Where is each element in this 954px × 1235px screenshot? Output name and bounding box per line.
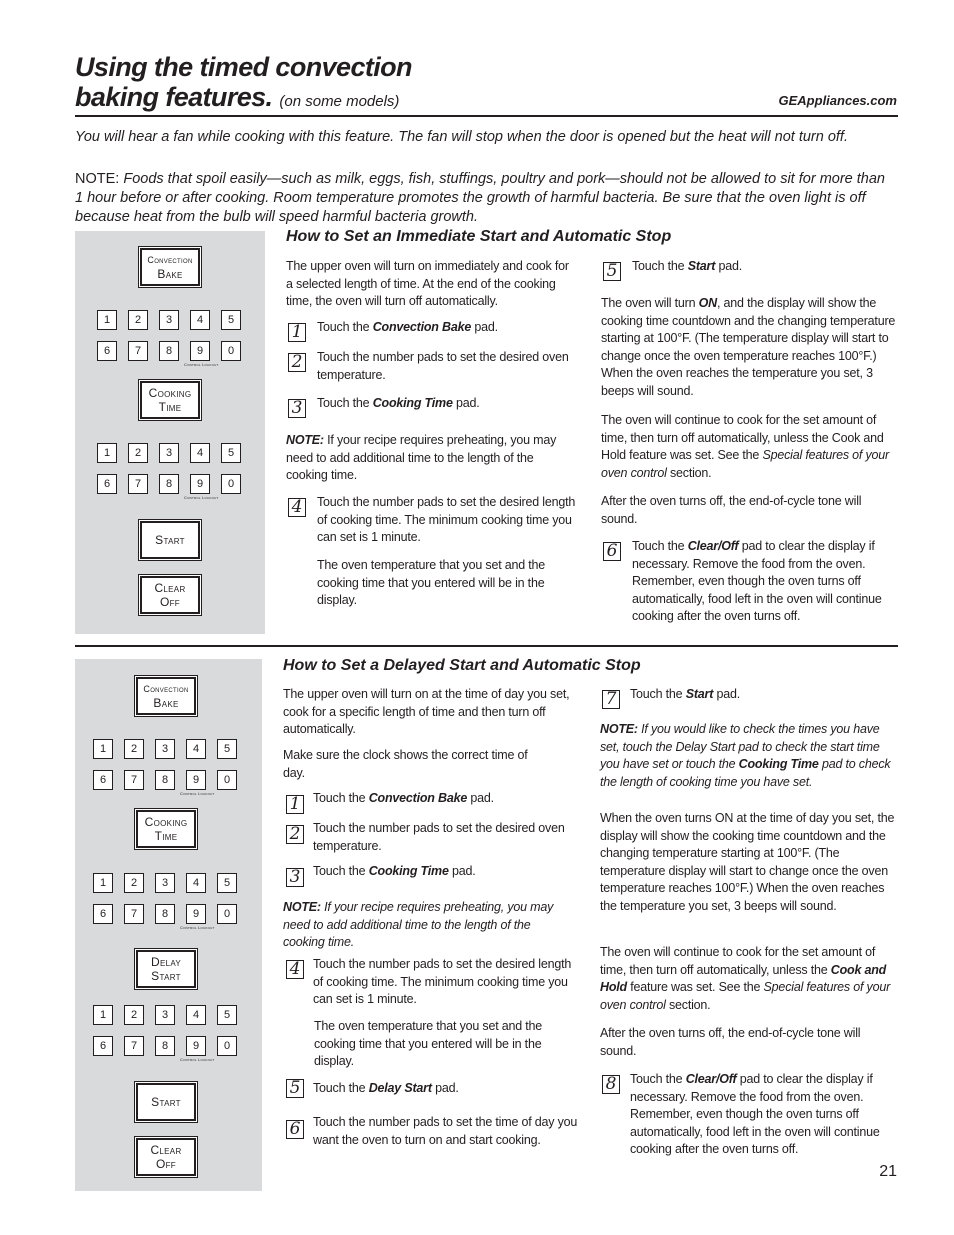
food-safety-note: NOTE: Foods that spoil easily—such as milk, eggs, fish, stuffings, poultry and pork—should not be allowed to sit for more than 1 hour before or after cooking. Room temperature promotes the growth of harmful bacteria. Be sure that the oven light is off because heat from the bulb will speed harmful bacteria growth.: [75, 171, 885, 225]
s2-check-times-note: NOTE: If you would like to check the times you have set, touch the Delay Start pad to check the start time you have set or touch the Cooking Time pad to check the length of cooking time you have set.: [600, 722, 891, 789]
digit-key-2[interactable]: 2: [128, 443, 148, 463]
start-pad[interactable]: Start: [141, 522, 199, 558]
section-2-heading: How to Set a Delayed Start and Automatic Stop: [283, 657, 641, 674]
clear-off-pad[interactable]: Clear Off: [141, 577, 199, 613]
digit-key-4[interactable]: 4: [190, 310, 210, 330]
step-8-number: 8: [602, 1075, 620, 1094]
s1-continue-text: The oven will continue to cook for the set amount of time, then turn off automatically, unless the Cook and Hold feature was set. See the Special features of your oven control section.: [601, 413, 889, 480]
digit-key-1[interactable]: 1: [93, 1005, 113, 1025]
digit-key-7[interactable]: 7: [124, 904, 144, 924]
digit-key-1[interactable]: 1: [97, 310, 117, 330]
page-number: 21: [879, 1163, 897, 1180]
s2-step-8: Touch the Clear/Off pad to clear the display if necessary. Remove the food from the oven. Remember, even though the oven turns off automatically, food left in the oven will continue cooking after the oven turns off.: [630, 1072, 880, 1156]
step-4-number: 4: [288, 498, 306, 517]
s2-step-4-detail: The oven temperature that you set and the cooking time that you entered will be in the display.: [314, 1019, 543, 1068]
digit-key-7[interactable]: 7: [128, 474, 148, 494]
digit-key-5[interactable]: 5: [221, 310, 241, 330]
s2-oven-on-text: When the oven turns ON at the time of day you set, the display will show the cooking time countdown and the changing temperature starting at 100°F. (The temperature display will start to change once the oven temperature reaches 100°F.) When the oven reaches the temperature you set, 3 beeps will sound.: [600, 811, 895, 913]
digit-key-5[interactable]: 5: [217, 873, 237, 893]
keypad-panel-delayed: [75, 659, 262, 1191]
digit-key-3[interactable]: 3: [155, 739, 175, 759]
digit-key-4[interactable]: 4: [190, 443, 210, 463]
s1-preheat-note: NOTE: If your recipe requires preheating, you may need to add additional time to the length of the cooking time.: [286, 433, 557, 482]
digit-key-5[interactable]: 5: [217, 1005, 237, 1025]
step-5-number: 5: [286, 1079, 304, 1098]
step-5-number: 5: [603, 262, 621, 281]
step-6-number: 6: [603, 542, 621, 561]
control-lockout-label: Control Lockout: [180, 925, 215, 930]
digit-key-4[interactable]: 4: [186, 739, 206, 759]
digit-key-2[interactable]: 2: [124, 1005, 144, 1025]
s2-continue-text: The oven will continue to cook for the set amount of time, then turn off automatically, unless the Cook and Hold feature was set. See the Special features of your oven control section.: [600, 945, 891, 1012]
digit-key-0[interactable]: 0: [217, 1036, 237, 1056]
s2-step-4: Touch the number pads to set the desired length of cooking time. The minimum cooking time you can set is 1 minute.: [313, 957, 572, 1006]
digit-key-6[interactable]: 6: [97, 474, 117, 494]
digit-key-6[interactable]: 6: [97, 341, 117, 361]
s1-step-5: Touch the Start pad.: [632, 259, 742, 273]
digit-key-1[interactable]: 1: [93, 739, 113, 759]
step-6-number: 6: [286, 1120, 304, 1139]
digit-key-3[interactable]: 3: [159, 310, 179, 330]
s1-oven-on-text: The oven will turn ON, and the display will show the cooking time countdown and the changing temperature starting at 100°F. (The temperature display will start to change once the oven temperature reaches 100°F.) When the oven reaches the temperature you set, 3 beeps will sound.: [601, 296, 896, 398]
digit-key-8[interactable]: 8: [155, 1036, 175, 1056]
step-3-number: 3: [286, 868, 304, 887]
digit-key-2[interactable]: 2: [128, 310, 148, 330]
digit-key-4[interactable]: 4: [186, 1005, 206, 1025]
title-line-2: baking features. (on some models): [75, 82, 400, 112]
title-subtitle: (on some models): [279, 93, 400, 110]
step-1-number: 1: [288, 323, 306, 342]
section-1-heading: How to Set an Immediate Start and Automatic Stop: [286, 228, 672, 245]
digit-key-2[interactable]: 2: [124, 739, 144, 759]
step-3-number: 3: [288, 399, 306, 418]
digit-key-0[interactable]: 0: [221, 341, 241, 361]
s1-step-3: Touch the Cooking Time pad.: [317, 396, 480, 410]
s1-step-1: Touch the Convection Bake pad.: [317, 320, 498, 334]
digit-key-0[interactable]: 0: [217, 770, 237, 790]
page-title: [75, 52, 412, 117]
digit-key-8[interactable]: 8: [155, 904, 175, 924]
s2-preheat-note: NOTE: If your recipe requires preheating, you may need to add additional time to the length of the cooking time.: [283, 900, 554, 949]
digit-key-9[interactable]: 9: [186, 904, 206, 924]
digit-key-5[interactable]: 5: [217, 739, 237, 759]
step-7-number: 7: [602, 690, 620, 709]
s2-step-6: Touch the number pads to set the time of day you want the oven to turn on and start cooking.: [313, 1115, 578, 1147]
delay-start-pad[interactable]: Delay Start: [137, 951, 195, 987]
cooking-time-pad[interactable]: Cooking Time: [141, 382, 199, 418]
digit-key-3[interactable]: 3: [155, 1005, 175, 1025]
digit-key-4[interactable]: 4: [186, 873, 206, 893]
digit-key-7[interactable]: 7: [128, 341, 148, 361]
s2-step-1: Touch the Convection Bake pad.: [313, 791, 494, 805]
step-4-number: 4: [286, 960, 304, 979]
s1-step-4-detail: The oven temperature that you set and the cooking time that you entered will be in the display.: [317, 558, 546, 607]
control-lockout-label: Control Lockout: [180, 1057, 215, 1062]
digit-key-9[interactable]: 9: [186, 770, 206, 790]
digit-key-6[interactable]: 6: [93, 904, 113, 924]
digit-key-7[interactable]: 7: [124, 770, 144, 790]
digit-key-5[interactable]: 5: [221, 443, 241, 463]
s2-step-5: Touch the Delay Start pad.: [313, 1081, 459, 1095]
convection-bake-pad[interactable]: Convection Bake: [137, 678, 195, 714]
digit-key-8[interactable]: 8: [159, 474, 179, 494]
s2-step-2: Touch the number pads to set the desired oven temperature.: [313, 821, 565, 853]
digit-key-0[interactable]: 0: [221, 474, 241, 494]
control-lockout-label: Control Lockout: [184, 362, 219, 367]
s2-step-7: Touch the Start pad.: [630, 687, 740, 701]
digit-key-1[interactable]: 1: [93, 873, 113, 893]
digit-key-9[interactable]: 9: [190, 341, 210, 361]
section-2-intro: The upper oven will turn on at the time of day you set, cook for a specific length of time and then turn off automatically.: [283, 687, 570, 736]
digit-key-8[interactable]: 8: [159, 341, 179, 361]
digit-key-6[interactable]: 6: [93, 770, 113, 790]
start-pad[interactable]: Start: [137, 1084, 195, 1120]
title-line-1: Using the timed convection: [75, 52, 412, 82]
s1-step-6: Touch the Clear/Off pad to clear the display if necessary. Remove the food from the oven. Remember, even though the oven turns off automatically, food left in the oven will continue cooking after the oven turns off.: [632, 539, 882, 623]
s1-after-text: After the oven turns off, the end-of-cycle tone will sound.: [601, 494, 862, 526]
keypad-panel-immediate: [75, 231, 265, 634]
digit-key-9[interactable]: 9: [190, 474, 210, 494]
website-label: GEAppliances.com: [778, 93, 897, 108]
digit-key-3[interactable]: 3: [159, 443, 179, 463]
s2-step-3: Touch the Cooking Time pad.: [313, 864, 476, 878]
digit-key-1[interactable]: 1: [97, 443, 117, 463]
step-2-number: 2: [288, 353, 306, 372]
clear-off-pad[interactable]: Clear Off: [137, 1139, 195, 1175]
digit-key-7[interactable]: 7: [124, 1036, 144, 1056]
control-lockout-label: Control Lockout: [180, 791, 215, 796]
s1-step-2: Touch the number pads to set the desired oven temperature.: [317, 350, 569, 382]
digit-key-6[interactable]: 6: [93, 1036, 113, 1056]
step-2-number: 2: [286, 825, 304, 844]
digit-key-3[interactable]: 3: [155, 873, 175, 893]
section-divider: [75, 645, 898, 647]
convection-bake-pad[interactable]: Convection Bake: [141, 249, 199, 285]
digit-key-8[interactable]: 8: [155, 770, 175, 790]
cooking-time-pad[interactable]: Cooking Time: [137, 811, 195, 847]
s2-after-text: After the oven turns off, the end-of-cycle tone will sound.: [600, 1026, 861, 1058]
intro-text: You will hear a fan while cooking with this feature. The fan will stop when the door is opened but the heat will not turn off.: [75, 129, 848, 145]
control-lockout-label: Control Lockout: [184, 495, 219, 500]
section-1-intro: The upper oven will turn on immediately and cook for a selected length of time. At the end of the cooking time, the oven will turn off automatically.: [286, 259, 569, 308]
digit-key-0[interactable]: 0: [217, 904, 237, 924]
header-rule: [75, 115, 898, 117]
step-1-number: 1: [286, 795, 304, 814]
digit-key-9[interactable]: 9: [186, 1036, 206, 1056]
s1-step-4: Touch the number pads to set the desired length of cooking time. The minimum cooking time you can set is 1 minute.: [317, 495, 576, 544]
digit-key-2[interactable]: 2: [124, 873, 144, 893]
section-2-clock: Make sure the clock shows the correct time of day.: [283, 748, 528, 780]
